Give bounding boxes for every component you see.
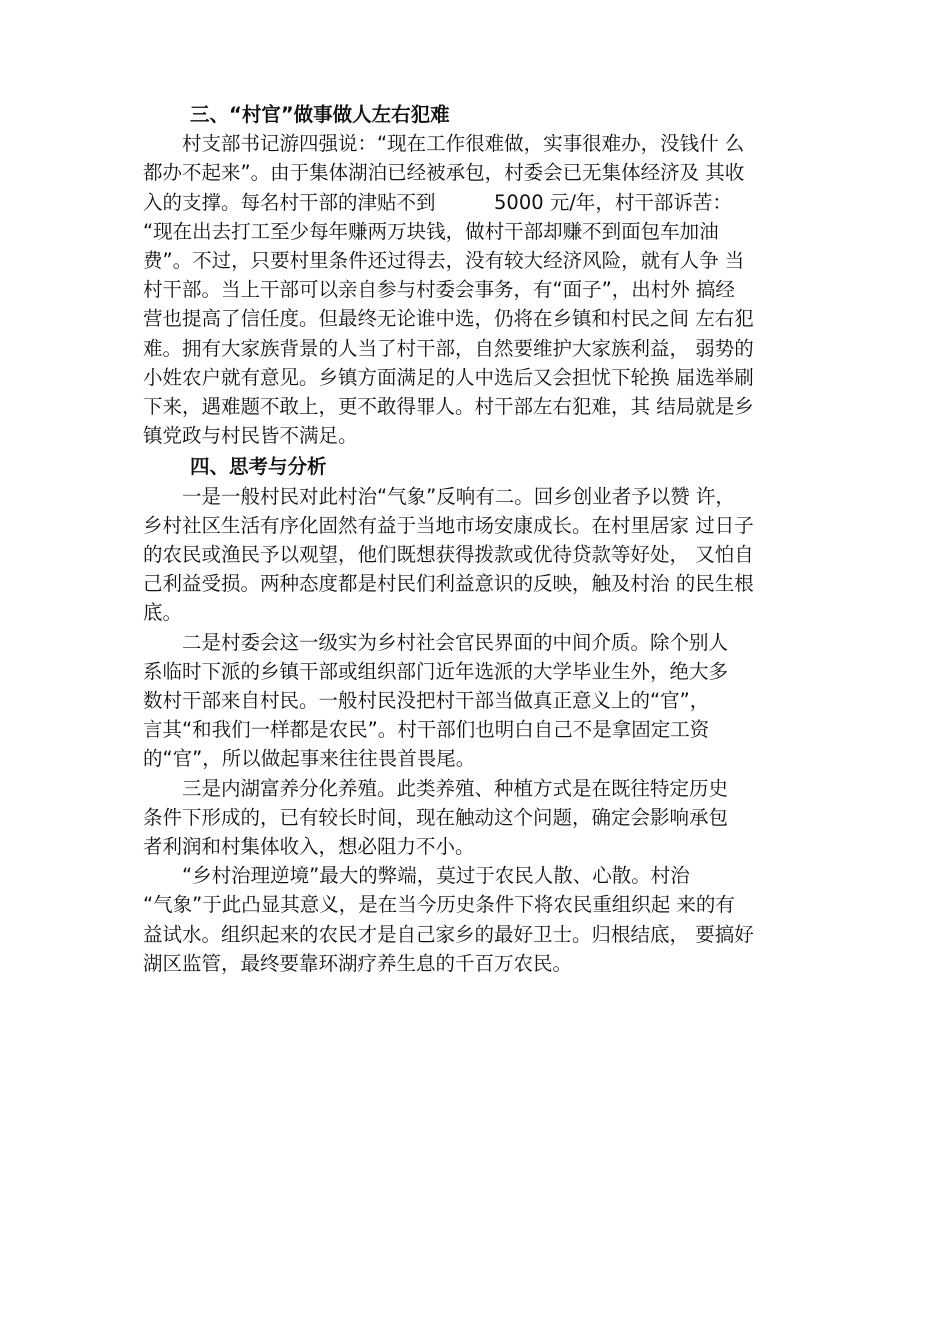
paragraph-line: 的“官”，所以做起事来往往畏首畏尾。 xyxy=(143,747,476,771)
section-4-body xyxy=(143,482,818,978)
paragraph-line: 都办不起来”。由于集体湖泊已经被承包，村委会已无集体经济及 其收 xyxy=(143,161,745,185)
paragraph-line: “乡村治理逆境”最大的弊端，莫过于农民人散、心散。村治 xyxy=(143,864,690,888)
paragraph-line: 益试水。组织起来的农民才是自己家乡的最好卫士。归根结底， 要搞好 xyxy=(143,922,754,946)
paragraph-line: 三是内湖富养分化养殖。此类养殖、种植方式是在既往特定历史 xyxy=(143,776,729,800)
paragraph-line: 费”。不过，只要村里条件还过得去，没有较大经济风险，就有人争 当 xyxy=(143,249,745,273)
paragraph-line: 村支部书记游四强说：“现在工作很难做，实事很难办，没钱什 么 xyxy=(143,132,745,156)
paragraph-line: 小姓农户就有意见。乡镇方面满足的人中选后又会担忧下轮换 届选举刷 xyxy=(143,365,754,389)
paragraph-line: 入的支撑。每名村干部的津贴不到 5000 元/年，村干部诉苦： xyxy=(143,190,732,214)
paragraph-line: 一是一般村民对此村治“气象”反响有二。回乡创业者予以赞 许， xyxy=(143,484,735,508)
paragraph-line: 己利益受损。两种态度都是村民们利益意识的反映，触及村治 的民生根 xyxy=(143,572,754,596)
paragraph-line: 乡村社区生活有序化固然有益于当地市场安康成长。在村里居家 过日子 xyxy=(143,513,754,537)
paragraph-line: 营也提高了信任度。但最终无论谁中选，仍将在乡镇和村民之间 左右犯 xyxy=(143,307,754,331)
paragraph-line: 底。 xyxy=(143,601,183,625)
paragraph-line: 的农民或渔民予以观望，他们既想获得拨款或优待贷款等好处， 又怕自 xyxy=(143,543,754,567)
document-body xyxy=(143,100,818,978)
paragraph-line: 数村干部来自村民。一般村民没把村干部当做真正意义上的“官”， xyxy=(143,689,710,713)
section-heading-4: 四、思考与分析 xyxy=(190,455,327,479)
paragraph-line: 村干部。当上干部可以亲自参与村委会事务，有“面子”，出村外 搞经 xyxy=(143,278,735,302)
section-3-body xyxy=(143,129,818,450)
section-heading-3: 三、“村官”做事做人左右犯难 xyxy=(190,103,450,126)
paragraph-line: 二是村委会这一级实为乡村社会官民界面的中间介质。除个别人 xyxy=(143,630,729,654)
paragraph-line: “现在出去打工至少每年赚两万块钱，做村干部却赚不到面包车加油 xyxy=(143,219,719,243)
paragraph-line: 下来，遇难题不敢上，更不敢得罪人。村干部左右犯难，其 结局就是乡 xyxy=(143,395,754,419)
paragraph-line: 系临时下派的乡镇干部或组织部门近年选派的大学毕业生外，绝大多 xyxy=(143,659,729,683)
paragraph-line: 条件下形成的，已有较长时间，现在触动这个问题，确定会影响承包 xyxy=(143,805,729,829)
paragraph-line: 镇党政与村民皆不满足。 xyxy=(143,424,358,448)
paragraph-line: 难。拥有大家族背景的人当了村干部，自然要维护大家族利益， 弱势的 xyxy=(143,336,754,360)
paragraph-line: “气象”于此凸显其意义，是在当今历史条件下将农民重组织起 来的有 xyxy=(143,893,735,917)
paragraph-line: 者利润和村集体收入，想必阻力不小。 xyxy=(143,835,475,859)
paragraph-line: 言其“和我们一样都是农民”。村干部们也明白自己不是拿固定工资 xyxy=(143,718,710,742)
paragraph-line: 湖区监管，最终要靠环湖疗养生息的千百万农民。 xyxy=(143,951,573,975)
